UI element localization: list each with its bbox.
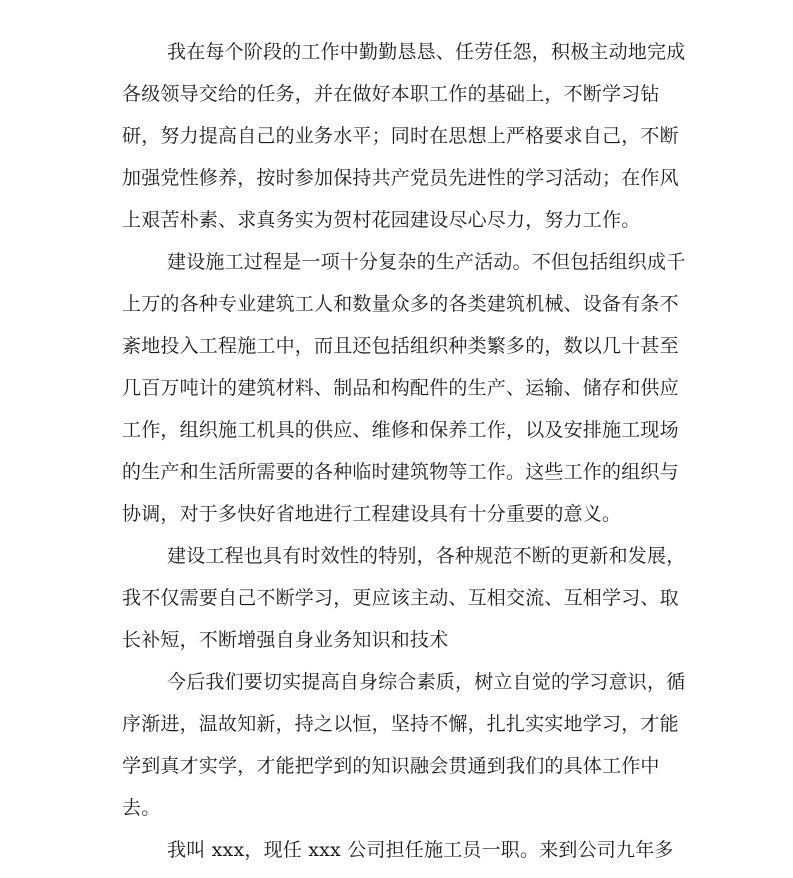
paragraph-1-line-1: 我在每个阶段的工作中勤勤恳恳、任劳任怨，积极主动地完成 xyxy=(167,41,686,63)
paragraph-4-line-3: 学到真才实学，才能把学到的知识融会贯通到我们的具体工作中 xyxy=(122,755,660,777)
paragraph-2-line-2: 上万的各种专业建筑工人和数量众多的各类建筑机械、设备有条不 xyxy=(122,293,679,315)
paragraph-2-line-6: 的生产和生活所需要的各种临时建筑物等工作。这些工作的组织与 xyxy=(122,461,679,483)
paragraph-2-line-4: 几百万吨计的建筑材料、制品和构配件的生产、运输、储存和供应 xyxy=(122,377,679,399)
paragraph-2-line-1: 建设施工过程是一项十分复杂的生产活动。不但包括组织成千 xyxy=(167,251,686,273)
paragraph-3-line-3: 长补短，不断增强自身业务知识和技术 xyxy=(122,629,449,651)
paragraph-2-line-7: 协调，对于多快好省地进行工程建设具有十分重要的意义。 xyxy=(122,503,622,525)
paragraph-3-line-1: 建设工程也具有时效性的特别，各种规范不断的更新和发展， xyxy=(167,545,686,567)
paragraph-1-line-5: 上艰苦朴素、求真务实为贺村花园建设尽心尽力，努力工作。 xyxy=(122,209,641,231)
paragraph-4-line-1: 今后我们要切实提高自身综合素质，树立自觉的学习意识，循 xyxy=(167,671,686,693)
paragraph-3-line-2: 我不仅需要自己不断学习，更应该主动、互相交流、互相学习、取 xyxy=(122,587,679,609)
paragraph-1-line-4: 加强党性修养，按时参加保持共产党员先进性的学习活动；在作风 xyxy=(122,167,679,189)
paragraph-1-line-3: 研，努力提高自己的业务水平；同时在思想上严格要求自己，不断 xyxy=(122,125,679,147)
paragraph-1-line-2: 各级领导交给的任务，并在做好本职工作的基础上，不断学习钻 xyxy=(122,83,660,105)
paragraph-5-line-1: 我叫 xxx，现任 xxx 公司担任施工员一职。来到公司九年多 xyxy=(167,839,674,861)
paragraph-4-line-4: 去。 xyxy=(122,797,161,819)
paragraph-2-line-3: 紊地投入工程施工中，而且还包括组织种类繁多的，数以几十甚至 xyxy=(122,335,679,357)
paragraph-4-line-2: 序渐进，温故知新，持之以恒，坚持不懈，扎扎实实地学习，才能 xyxy=(122,713,679,735)
paragraph-2-line-5: 工作，组织施工机具的供应、维修和保养工作，以及安排施工现场 xyxy=(122,419,679,441)
